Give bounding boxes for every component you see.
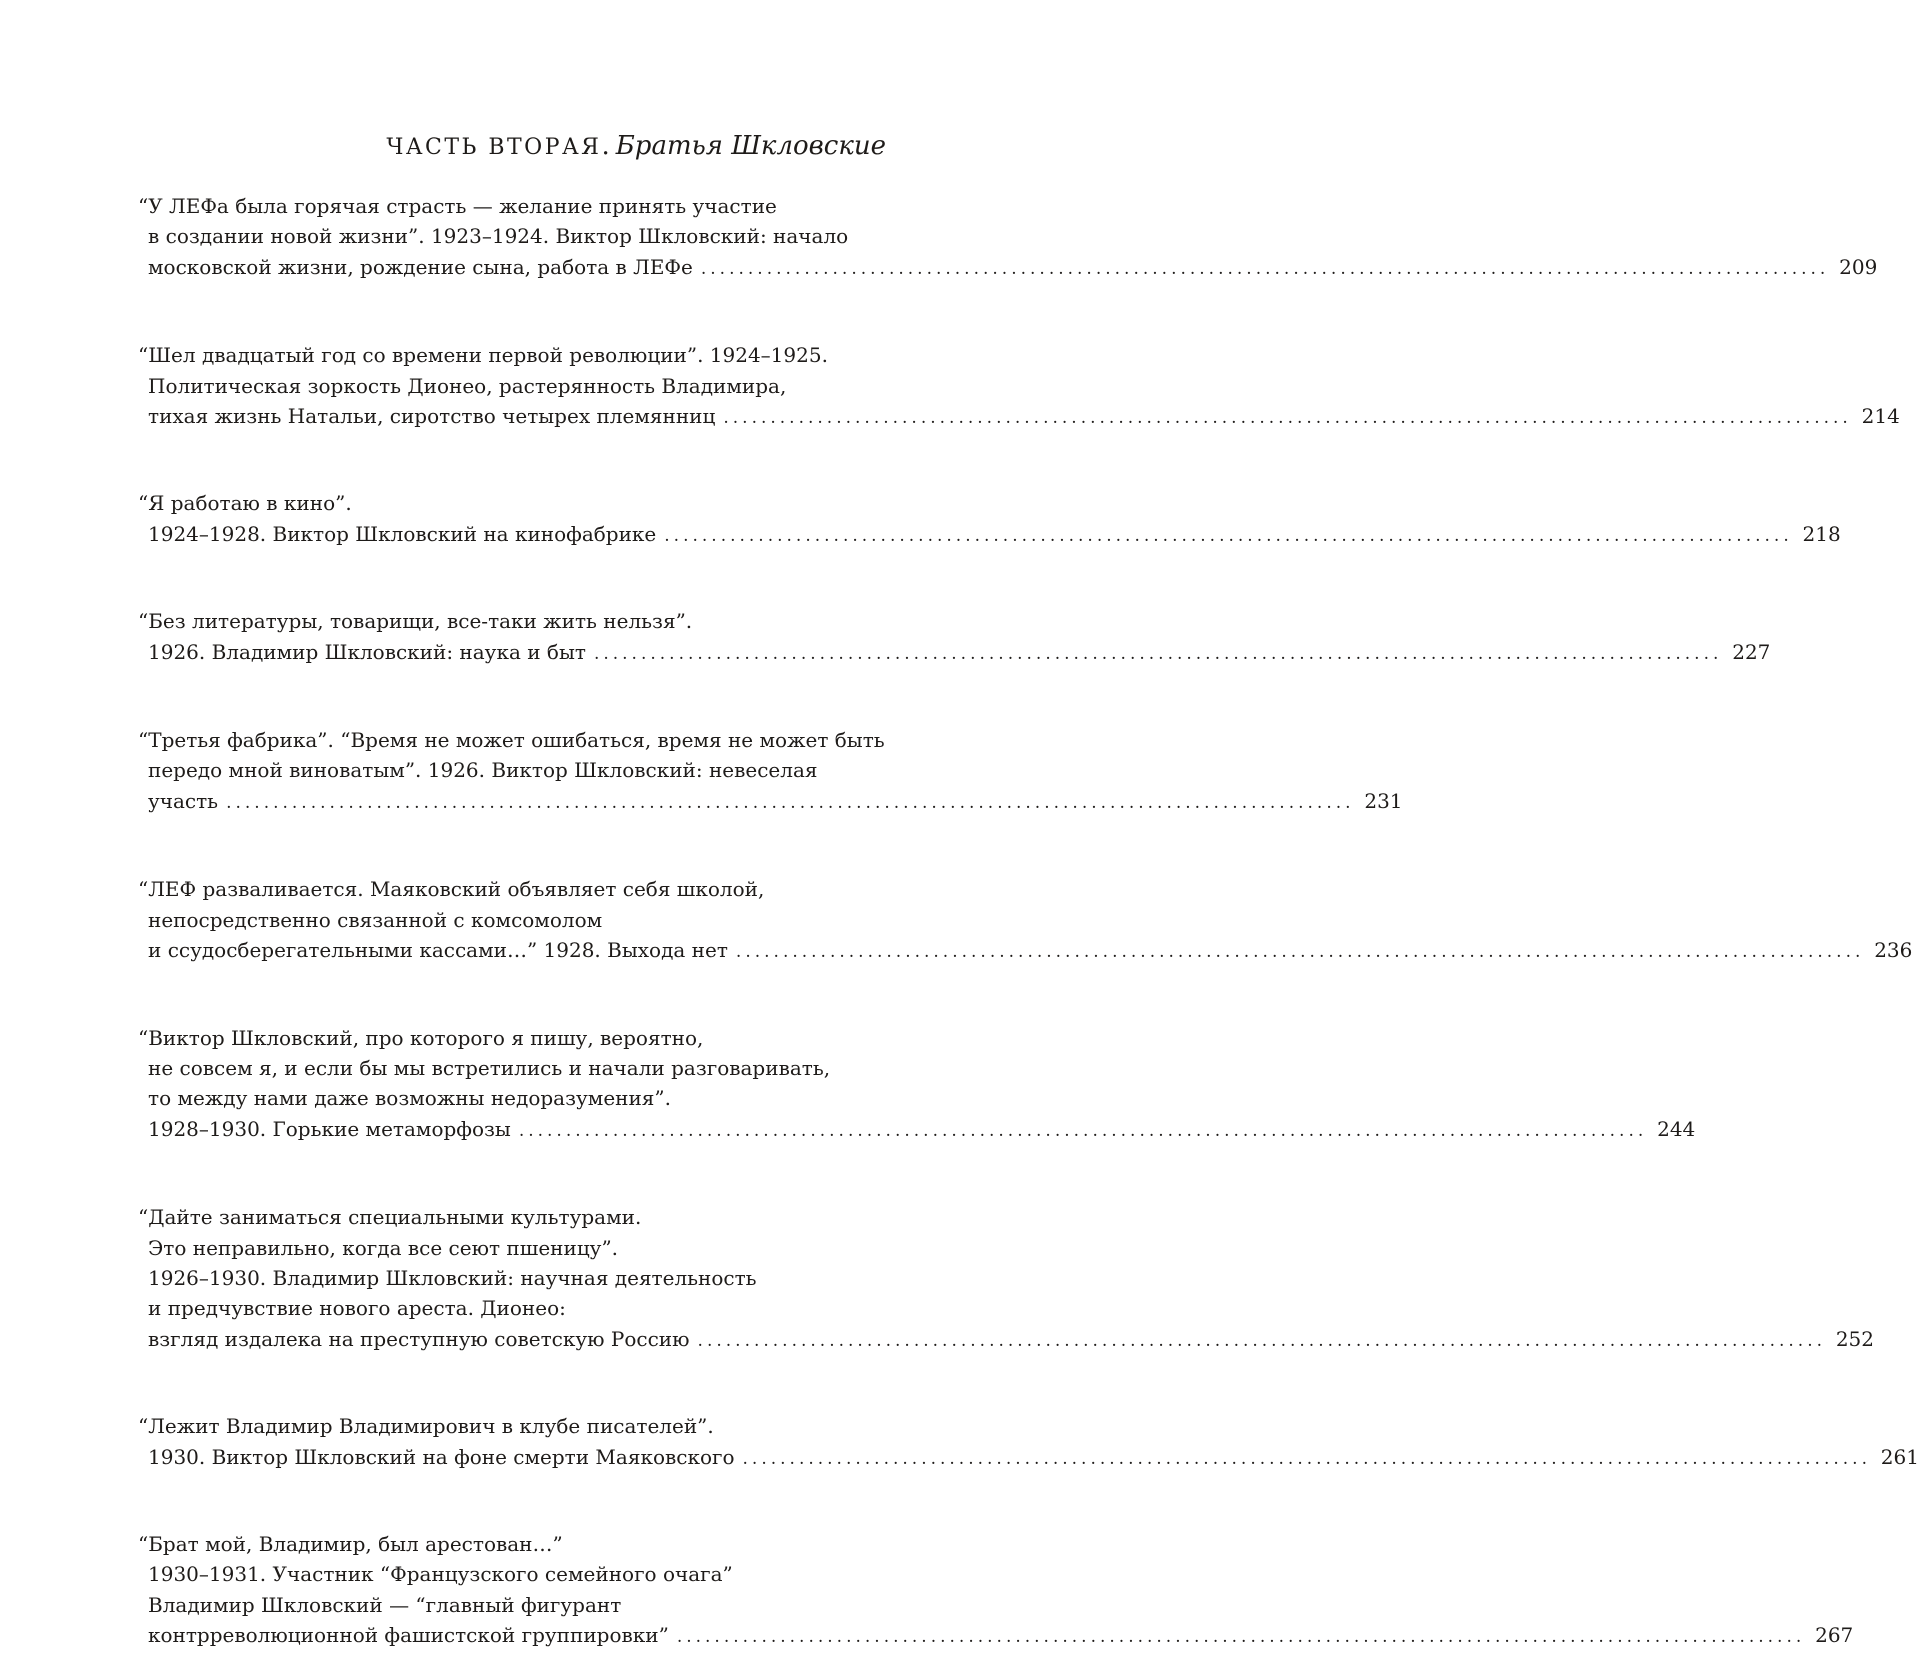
- toc-entry[interactable]: [138, 874, 1913, 967]
- toc-entry-line: [138, 1233, 886, 1263]
- toc-entry-text: Владимир Шкловский — “главный фигурант: [148, 1592, 622, 1617]
- toc-entry-line: [138, 1053, 886, 1083]
- toc-entry-text: “Без литературы, товарищи, все-таки жить нельзя”.: [138, 609, 693, 634]
- dot-leader: ........................................................................................................................: [742, 1448, 1871, 1469]
- toc-entry-text: непосредственно связанной с комсомолом: [148, 907, 603, 932]
- dot-leader: ........................................................................................................................: [518, 1120, 1648, 1141]
- dot-leader: ........................................................................................................................: [226, 792, 1355, 813]
- toc-entry-text: в создании новой жизни”. 1923–1924. Виктор Шкловский: начало: [148, 224, 849, 249]
- toc-entry-text: не совсем я, и если бы мы встретились и начали разговаривать,: [148, 1055, 831, 1080]
- toc-entry-last-line: [138, 786, 1403, 818]
- toc-entry-text: 1928–1930. Горькие метаморфозы: [148, 1116, 511, 1141]
- toc-entry-line: [138, 221, 886, 251]
- toc-entry-text: 1924–1928. Виктор Шкловский на кинофабрике: [148, 521, 657, 546]
- toc-entry[interactable]: [138, 1202, 1875, 1356]
- toc-page-number: 267: [1815, 1623, 1854, 1648]
- section-heading: [386, 128, 886, 166]
- toc-entry-line: [138, 1559, 886, 1589]
- dot-leader: ........................................................................................................................: [664, 525, 1793, 546]
- toc-entry-text: контрреволюционной фашистской группировки”: [148, 1623, 669, 1648]
- toc-entry-text: 1930. Виктор Шкловский на фоне смерти Маяковского: [148, 1444, 735, 1469]
- toc-page-number: 244: [1657, 1116, 1696, 1141]
- dot-leader: ........................................................................................................................: [593, 643, 1723, 664]
- toc-entry-text: “Я работаю в кино”.: [138, 491, 352, 516]
- toc-entry-text: участь: [148, 788, 219, 813]
- table-of-contents: [138, 191, 1919, 1653]
- toc-entry-line: [138, 606, 886, 636]
- dot-leader: ........................................................................................................................: [723, 408, 1852, 429]
- dot-leader: ........................................................................................................................: [697, 1330, 1827, 1351]
- toc-entry[interactable]: [138, 1411, 1919, 1474]
- toc-entry-last-line: [138, 401, 1900, 433]
- toc-entry-text: “Лежит Владимир Владимирович в клубе писателей”.: [138, 1414, 714, 1439]
- toc-entry-line: [138, 1590, 886, 1620]
- toc-entry[interactable]: [138, 606, 1771, 669]
- toc-entry-text: 1926. Владимир Шкловский: наука и быт: [148, 639, 586, 664]
- toc-entry-text: “Третья фабрика”. “Время не может ошибаться, время не может быть: [138, 728, 885, 753]
- toc-entry[interactable]: [138, 488, 1841, 551]
- toc-page-number: 231: [1364, 788, 1403, 813]
- toc-entry-text: “У ЛЕФа была горячая страсть — желание принять участие: [138, 194, 777, 218]
- toc-entry-text: московской жизни, рождение сына, работа в ЛЕФе: [148, 254, 693, 279]
- dot-leader: ........................................................................................................................: [676, 1627, 1806, 1648]
- toc-entry-line: [138, 1023, 886, 1053]
- toc-entry-text: Это неправильно, когда все сеют пшеницу”.: [148, 1235, 619, 1260]
- toc-entry-text: “ЛЕФ разваливается. Маяковский объявляет себя школой,: [138, 877, 765, 902]
- toc-entry-last-line: [138, 519, 1841, 551]
- toc-entry-text: Политическая зоркость Дионео, растерянность Владимира,: [148, 373, 787, 398]
- toc-entry-text: тихая жизнь Натальи, сиротство четырех племянниц: [148, 404, 716, 429]
- toc-entry-line: [138, 905, 886, 935]
- toc-page-number: 214: [1861, 404, 1900, 429]
- toc-page-number: 227: [1732, 639, 1771, 664]
- toc-entry-last-line: [138, 935, 1913, 967]
- toc-entry[interactable]: [138, 340, 1900, 433]
- toc-entry-line: [138, 755, 886, 785]
- toc-entry-text: взгляд издалека на преступную советскую Россию: [148, 1326, 690, 1351]
- toc-entry[interactable]: [138, 191, 1878, 284]
- toc-entry-last-line: [138, 1114, 1696, 1146]
- dot-leader: ........................................................................................................................: [735, 942, 1865, 963]
- toc-entry-line: [138, 874, 886, 904]
- toc-entry-line: [138, 191, 886, 221]
- toc-entry-text: и предчувствие нового ареста. Дионео:: [148, 1296, 566, 1321]
- toc-entry-text: передо мной виноватым”. 1926. Виктор Шкловский: невеселая: [148, 758, 818, 783]
- toc-entry-last-line: [138, 637, 1771, 669]
- toc-page-number: 252: [1835, 1326, 1875, 1351]
- part-title: Братья Шкловские: [615, 131, 886, 161]
- dot-leader: ........................................................................................................................: [700, 258, 1830, 279]
- toc-entry[interactable]: [138, 725, 1403, 818]
- toc-entry-text: то между нами даже возможны недоразумения”.: [148, 1086, 672, 1111]
- toc-entry-text: 1930–1931. Участник “Французского семейного очага”: [148, 1562, 733, 1587]
- toc-entry-text: “Брат мой, Владимир, был арестован…”: [138, 1531, 563, 1556]
- toc-entry-last-line: [138, 1620, 1854, 1652]
- toc-entry-text: “Шел двадцатый год со времени первой революции”. 1924–1925.: [138, 343, 828, 368]
- toc-entry-last-line: [138, 1324, 1875, 1356]
- toc-entry-line: [138, 725, 886, 755]
- toc-entry-line: [138, 371, 886, 401]
- toc-entry-last-line: [138, 1442, 1919, 1474]
- toc-entry-line: [138, 488, 886, 518]
- toc-page-number: 236: [1874, 938, 1913, 963]
- toc-entry-line: [138, 1411, 886, 1441]
- part-label: ЧАСТЬ ВТОРАЯ: [386, 135, 602, 160]
- toc-entry-line: [138, 1263, 886, 1293]
- toc-entry-line: [138, 340, 886, 370]
- toc-entry-last-line: [138, 252, 1878, 284]
- toc-entry[interactable]: [138, 1529, 1854, 1653]
- toc-entry-line: [138, 1202, 886, 1232]
- toc-entry-text: и ссудосберегательными кассами…” 1928. Выхода нет: [148, 938, 728, 963]
- toc-entry-line: [138, 1293, 886, 1323]
- toc-entry-text: “Дайте заниматься специальными культурами.: [138, 1205, 642, 1230]
- toc-entry[interactable]: [138, 1023, 1696, 1147]
- toc-entry-line: [138, 1083, 886, 1113]
- toc-page-number: 261: [1880, 1444, 1919, 1469]
- toc-entry-line: [138, 1529, 886, 1559]
- toc-entry-text: “Виктор Шкловский, про которого я пишу, вероятно,: [138, 1025, 704, 1050]
- toc-page-number: 209: [1839, 254, 1878, 279]
- toc-entry-text: 1926–1930. Владимир Шкловский: научная деятельность: [148, 1265, 757, 1290]
- heading-separator: .: [601, 131, 610, 161]
- toc-page-number: 218: [1802, 521, 1841, 546]
